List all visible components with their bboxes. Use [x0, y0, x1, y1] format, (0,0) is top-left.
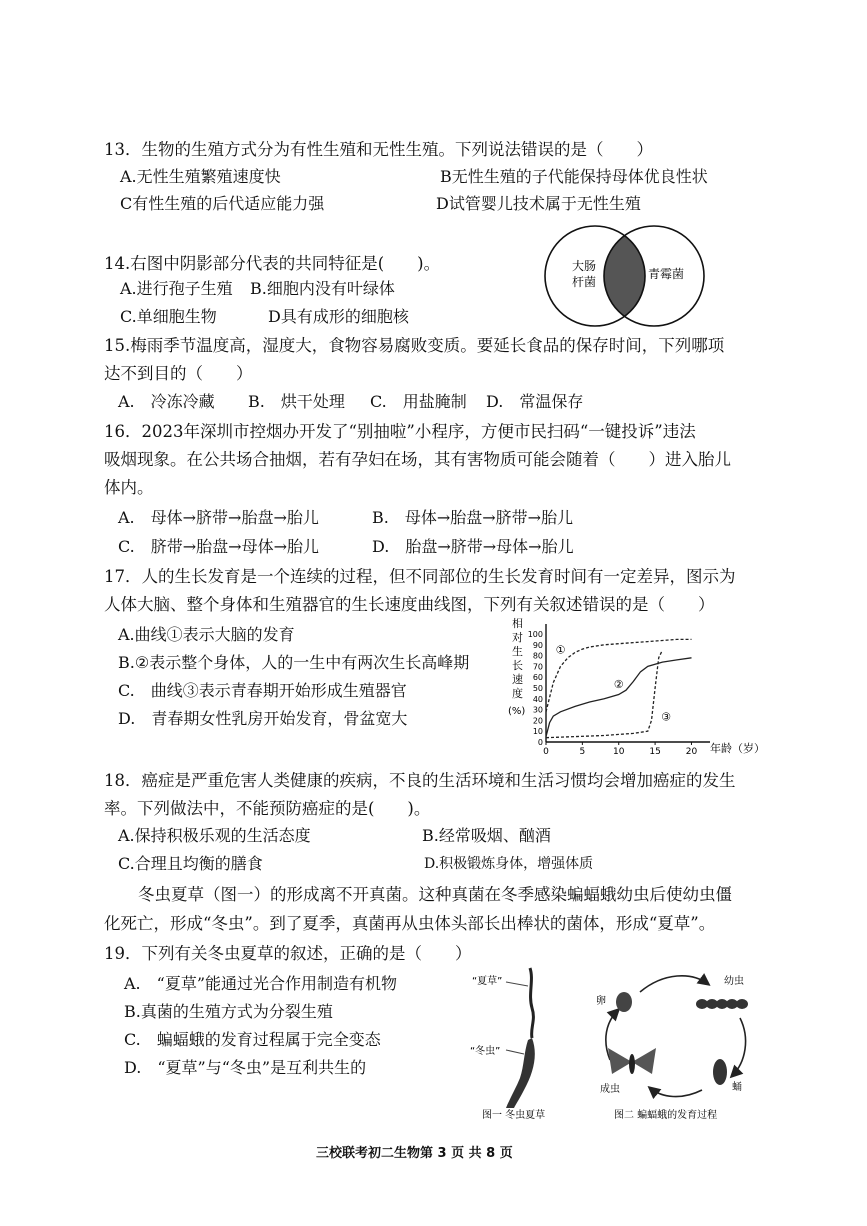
q14-option-c: C.单细胞生物	[120, 307, 217, 326]
q19-option-b: B.真菌的生殖方式为分裂生殖	[124, 1002, 333, 1021]
q17-option-b: B.②表示整个身体，人的一生中有两次生长高峰期	[118, 653, 470, 672]
fig1-pointer-bottom	[506, 1050, 524, 1054]
chart-y-tick-label: 30	[532, 705, 543, 715]
chart-y-tick-label: 0	[537, 738, 543, 747]
q15-stem-line1: 15.梅雨季节温度高，湿度大，食物容易腐败变质。要延长食品的保存时间，下列哪项	[104, 336, 725, 355]
chart-y-tick-label: 60	[532, 673, 543, 683]
passage-line1: 冬虫夏草（图一）的形成离不开真菌。这种真菌在冬季感染蝙蝠蛾幼虫后使幼虫僵	[138, 885, 732, 904]
q18-option-d: D.积极锻炼身体，增强体质	[424, 856, 594, 872]
chart-series	[546, 639, 692, 737]
q17-option-c: C. 曲线③表示青春期开始形成生殖器官	[118, 681, 407, 700]
chart-y-tick-label: 10	[532, 727, 543, 737]
q18-option-c: C.合理且均衡的膳食	[118, 854, 263, 873]
fig1-caption: 图一 冬虫夏草	[482, 1110, 546, 1120]
egg-icon	[616, 992, 632, 1012]
venn-left-label-1: 大肠	[571, 259, 597, 273]
chart-ylabel-3: 生	[512, 645, 523, 658]
q16-option-d: D. 胎盘→脐带→母体→胎儿	[372, 537, 574, 556]
fig2-label-adult: 成虫	[600, 1084, 620, 1095]
q19-option-d: D. “夏草”与“冬虫”是互利共生的	[124, 1058, 367, 1077]
chart-y-tick-label: 80	[532, 651, 543, 661]
q18-stem-line1: 18．癌症是严重危害人类健康的疾病，不良的生活环境和生活习惯均会增加癌症的发生	[104, 771, 736, 790]
chart-ylabel-5: 速	[512, 673, 523, 686]
q14-option-b: B.细胞内没有叶绿体	[250, 279, 395, 298]
q16-option-b: B. 母体→胎盘→脐带→胎儿	[372, 508, 574, 527]
fig1-label-top: “夏草”	[472, 976, 503, 987]
q14-stem: 14.右图中阴影部分代表的共同特征是( )。	[104, 254, 441, 273]
figure1-cordyceps	[458, 962, 590, 1120]
venn-right-label: 青霉菌	[647, 267, 685, 281]
q18-option-a: A.保持积极乐观的生活态度	[118, 826, 311, 845]
larva-icon	[696, 999, 748, 1009]
q19-option-c: C. 蝙蝠蛾的发育过程属于完全变态	[124, 1030, 381, 1049]
q16-stem-line1: 16．2023年深圳市控烟办开发了“别抽啦”小程序，方便市民扫码“一键投诉”违法	[104, 422, 696, 441]
chart-ylabel-unit: (%)	[508, 706, 526, 717]
q14-option-d: D具有成形的细胞核	[268, 307, 409, 326]
growth-chart	[500, 612, 775, 760]
chart-y-tick-label: 100	[527, 630, 543, 639]
fig1-label-bottom: “冬虫”	[470, 1046, 501, 1057]
q13-option-b: B无性生殖的子代能保持母体优良性状	[440, 167, 708, 186]
q16-stem-line2: 吸烟现象。在公共场合抽烟，若有孕妇在场，其有害物质可能会随着（ ）进入胎儿	[104, 450, 731, 469]
chart-series-label-1: ①	[555, 643, 566, 657]
fig2-label-larva: 幼虫	[724, 976, 744, 987]
chart-ylabel-6: 度	[512, 687, 523, 700]
page-footer: 三校联考初二生物第 3 页 共 8 页	[316, 1146, 513, 1161]
q16-option-c: C. 脐带→胎盘→母体→胎儿	[118, 537, 319, 556]
chart-y-tick-label: 50	[532, 684, 543, 693]
chart-x-tick-label: 10	[613, 747, 625, 757]
q15-option-c: C. 用盐腌制	[370, 392, 467, 411]
chart-x-tick-label: 15	[649, 747, 661, 757]
venn-left-label-2: 杆菌	[571, 275, 597, 289]
chart-xlabel: 年龄（岁）	[710, 742, 765, 755]
q15-stem-line2: 达不到目的（ ）	[104, 364, 253, 383]
q15-option-b: B. 烘干处理	[248, 392, 345, 411]
q13-option-a: A.无性生殖繁殖速度快	[120, 167, 281, 186]
q16-stem-line3: 体内。	[104, 478, 154, 497]
arrow-pupa-to-adult	[650, 1088, 702, 1097]
fig1-pointer-top	[506, 982, 528, 986]
arrow-larva-to-pupa	[732, 1018, 746, 1076]
chart-ylabel-2: 对	[512, 631, 523, 644]
chart-series-label-2: ②	[613, 678, 624, 691]
figure2-lifecycle	[592, 962, 766, 1120]
fungus-stalk-icon	[530, 968, 533, 1038]
chart-ylabel-1: 相	[512, 617, 523, 630]
fig2-label-egg: 卵	[596, 996, 606, 1007]
chart-x-tick-label: 20	[685, 747, 698, 757]
q17-option-d: D. 青春期女性乳房开始发育，骨盆宽大	[118, 709, 408, 728]
fig2-caption: 图二 蝙蝠蛾的发育过程	[614, 1110, 718, 1120]
larva-body-icon	[506, 1038, 535, 1108]
chart-y-tick-label: 70	[532, 662, 543, 672]
chart-series-line-1	[546, 639, 692, 711]
q13-stem: 13．生物的生殖方式分为有性生殖和无性生殖。下列说法错误的是（ ）	[104, 140, 653, 159]
chart-series-line-2	[546, 658, 692, 737]
q16-option-a: A. 母体→脐带→胎盘→胎儿	[118, 508, 319, 527]
chart-x-tick-label: 5	[579, 747, 586, 757]
pupa-icon	[713, 1059, 727, 1085]
q15-option-a: A. 冷冻冷藏	[118, 392, 215, 411]
chart-axes	[546, 624, 710, 742]
q13-option-d: D试管婴儿技术属于无性生殖	[436, 194, 641, 213]
arrow-egg-to-larva	[640, 976, 708, 992]
q18-stem-line2: 率。下列做法中，不能预防癌症的是( )。	[104, 799, 431, 818]
venn-diagram	[540, 222, 712, 330]
q19-stem: 19．下列有关冬虫夏草的叙述，正确的是（ ）	[104, 944, 472, 963]
chart-y-tick-label: 90	[532, 640, 543, 650]
chart-series-label-3: ③	[661, 710, 671, 724]
fig2-label-pupa: 蛹	[732, 1082, 742, 1093]
q17-stem-line2: 人体大脑、整个身体和生殖器官的生长速度曲线图，下列有关叙述错误的是（ ）	[104, 595, 715, 614]
moth-icon	[608, 1048, 656, 1074]
passage-line2: 化死亡，形成“冬虫”。到了夏季，真菌再从虫体头部长出棒状的菌体，形成“夏草”。	[104, 914, 716, 933]
chart-ylabel-4: 长	[512, 659, 523, 672]
q18-option-b: B.经常吸烟、酗酒	[422, 826, 551, 845]
chart-x-tick-label: 0	[543, 747, 549, 757]
q14-option-a: A.进行孢子生殖	[120, 279, 233, 298]
q17-stem-line1: 17．人的生长发育是一个连续的过程，但不同部位的生长发育时间有一定差异，图示为	[104, 567, 736, 586]
q13-option-c: C有性生殖的后代适应能力强	[120, 194, 325, 213]
q15-option-d: D. 常温保存	[486, 392, 584, 411]
q17-option-a: A.曲线①表示大脑的发育	[118, 625, 295, 644]
q19-option-a: A. “夏草”能通过光合作用制造有机物	[124, 974, 398, 993]
chart-y-tick-label: 40	[532, 694, 543, 704]
chart-y-tick-label: 20	[532, 716, 543, 726]
